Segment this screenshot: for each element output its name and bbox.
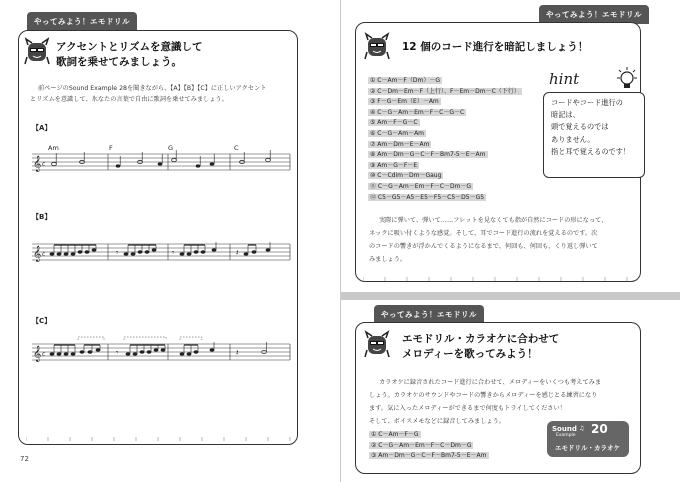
hint-line: 暗記は、 — [551, 110, 580, 120]
right-top-body-line3: のコードの響きが浮かんでくるようになるまで、何回も、何回も、くり返し弾いて — [369, 243, 598, 250]
hint-label: hint — [549, 70, 580, 88]
chord-g: G — [168, 144, 174, 152]
drill-tab: やってみよう！エモドリル — [27, 12, 137, 31]
chord-c: C — [234, 144, 239, 152]
hint-line: ありません。 — [551, 134, 595, 144]
sound-word: Sound — [552, 425, 577, 433]
right-top-tick-ruler — [363, 268, 635, 272]
hint-line: コードやコード進行の — [551, 98, 623, 107]
section-a-label: 【A】 — [32, 124, 52, 132]
right-bottom-body-line4: そして、ボイスメモなどに録音してみましょう。 — [369, 418, 505, 425]
lightbulb-icon — [615, 66, 639, 94]
page-gap — [341, 292, 680, 300]
left-intro-line1: 前ページのSound Example 28を聞きながら、【A】【B】【C】に正しいアクセント — [38, 85, 267, 92]
hint-line: 指と耳で覚えるのです！ — [551, 146, 631, 156]
speaker-icon: ♫ — [579, 425, 585, 432]
right-bottom-body-line2: しょう。カラオケのサウンドやコードの響きからメロディーを感じとる練習になり — [369, 392, 598, 399]
sound-sub: Example — [556, 433, 576, 438]
sound-caption: エモドリル・カラオケ — [555, 444, 620, 452]
list-item: ① C－Am－F（Dm）－G — [370, 77, 440, 84]
chord-am: Am — [48, 144, 59, 152]
list-item: ⑪ C－G－Am－Em－F－C－Dm－G — [370, 182, 472, 190]
svg-text:𝄞: 𝄞 — [33, 156, 42, 172]
svg-text:𝄞: 𝄞 — [33, 246, 42, 262]
list-item: ② C－G－Am－Em－F－C－Dm－G — [371, 441, 472, 449]
svg-text:𝄽: 𝄽 — [236, 248, 239, 257]
right-page — [341, 0, 680, 482]
svg-text:𝄾: 𝄾 — [116, 248, 119, 257]
progression-list — [368, 76, 522, 203]
staff-b — [32, 240, 292, 266]
list-item: ⑥ C－G－Am－Am — [370, 129, 425, 137]
left-title-line1: アクセントとリズムを意識して — [56, 41, 203, 53]
svg-text:𝄞: 𝄞 — [33, 346, 42, 362]
monster-mascot-icon — [364, 32, 390, 60]
drill-tab: やってみよう！エモドリル — [539, 5, 649, 24]
right-top-body-line1: 実際に弾いて、弾いて……フレットを見なくても指が自然にコードの形になって、 — [379, 217, 608, 224]
list-item: ② C－Dm－Em－F（上行）、F－Em－Dm－C（下行） — [370, 87, 520, 95]
right-top-title: 12 個のコード進行を暗記しましょう！ — [402, 41, 589, 53]
left-title-line2: 歌詞を乗せてみましょう。 — [56, 56, 182, 68]
karaoke-progression-list — [369, 430, 489, 462]
list-item: ⑫ C5－G5－A5－E5－F5－C5－D5－G5 — [370, 193, 485, 201]
page-number: 72 — [20, 455, 29, 463]
section-c-label: 【C】 — [32, 317, 52, 325]
list-item: ⑧ Am－Dm－G－C－F－Bm7-5－E－Am — [370, 151, 486, 159]
right-bottom-title-line1: エモドリル・カラオケに合わせて — [402, 333, 560, 345]
svg-text:c: c — [42, 251, 46, 258]
monster-mascot-icon — [24, 37, 50, 65]
svg-text:𝄾: 𝄾 — [116, 348, 119, 357]
right-bottom-body-line3: ます。気に入ったメロディーができるまで何度もトライしてください！ — [369, 405, 566, 412]
right-top-body-line4: みましょう。 — [369, 256, 407, 263]
hint-box — [543, 92, 645, 178]
svg-text:c: c — [42, 351, 46, 358]
svg-text:𝄾: 𝄾 — [172, 248, 175, 257]
right-bottom-title-line2: メロディーを歌ってみよう！ — [402, 348, 538, 360]
staff-a — [32, 150, 292, 176]
right-bottom-body-line1: カラオケに録音されたコード進行に合わせて、メロディーをいくつも考えてみま — [379, 379, 602, 386]
list-item: ⑦ Am－Dm－E－Am — [370, 140, 430, 148]
monster-mascot-icon — [364, 330, 390, 358]
svg-text:𝄽: 𝄽 — [236, 348, 239, 357]
list-item: ③ Am－Dm－G－C－F－Bm7-5－E－Am — [371, 452, 487, 460]
sound-number: 20 — [591, 422, 608, 436]
chord-f: F — [109, 144, 113, 152]
section-b-label: 【B】 — [32, 213, 52, 221]
list-item: ⑤ Am－F－G－C — [370, 119, 418, 127]
sound-example-badge — [547, 421, 629, 457]
list-item: ① C－Am－F－G — [371, 431, 419, 438]
right-top-body-line2: ネックに吸い付くような感覚。そして、耳でコード進行の流れを覚えるのです。次 — [369, 230, 598, 237]
left-intro-line2: とリズムを意識して、氷なたの言葉で自由に歌詞を乗せてみましょう。 — [30, 96, 228, 103]
list-item: ③ F－G－Em（E）－Am — [370, 98, 439, 106]
drill-tab: やってみよう！エモドリル — [374, 305, 484, 324]
hint-line: 頭で覚えるのでは — [551, 122, 609, 132]
staff-c — [32, 336, 292, 366]
list-item: ⑩ C－Cdim－Dm－Gaug — [370, 172, 442, 180]
list-item: ④ C－G－Am－Em－F－C－G－C — [370, 108, 465, 116]
left-tick-ruler — [26, 428, 294, 432]
svg-text:c: c — [42, 161, 46, 168]
list-item: ⑨ Am－G－F－E — [370, 161, 418, 169]
